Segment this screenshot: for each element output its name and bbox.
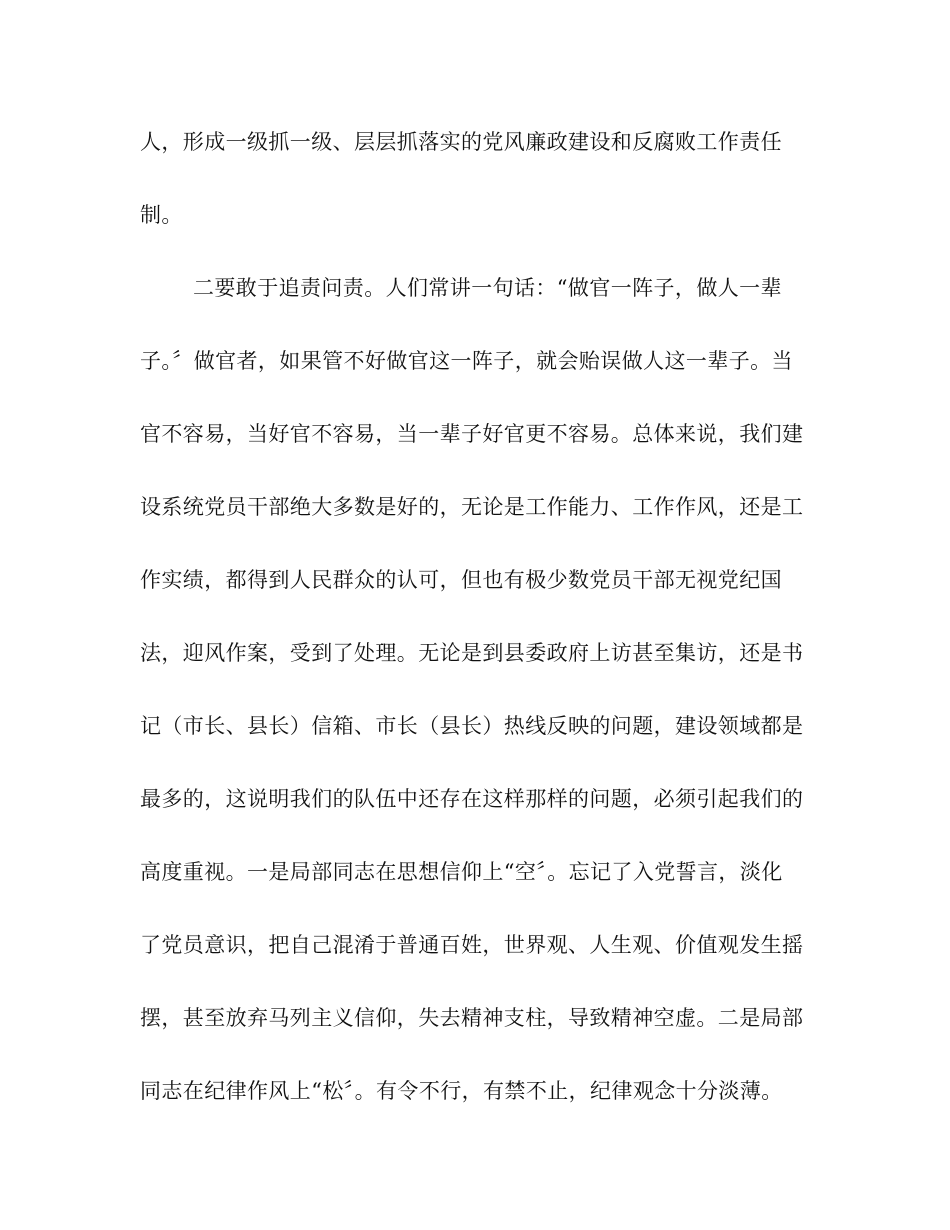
text-line-7: 作实绩，都得到人民群众的认可，但也有极少数党员干部无视党纪国 [140, 568, 782, 592]
text-line-2: 制。 [140, 203, 183, 227]
text-line-6: 设系统党员干部绝大多数是好的，无论是工作能力、工作作风，还是工 [140, 495, 804, 519]
text-line-10: 最多的，这说明我们的队伍中还存在这样那样的问题，必须引起我们的 [140, 787, 804, 811]
text-line-13: 摆，甚至放弃马列主义信仰，失去精神支柱，导致精神空虚。二是局部 [140, 1006, 804, 1030]
text-line-5: 官不容易，当好官不容易，当一辈子好官更不容易。总体来说，我们建 [140, 422, 804, 446]
text-line-4: 子。〞做官者，如果管不好做官这一阵子，就会贻误做人这一辈子。当 [140, 349, 793, 373]
text-line-8: 法，迎风作案，受到了处理。无论是到县委政府上访甚至集访，还是书 [140, 641, 804, 665]
text-line-1: 人，形成一级抓一级、层层抓落实的党风廉政建设和反腐败工作责任 [140, 130, 782, 154]
text-line-14: 同志在纪律作风上“松〞。有令不行，有禁不止，纪律观念十分淡薄。 [140, 1079, 783, 1103]
paragraph-start-line: 二要敢于追责问责。人们常讲一句话：“做官一阵子，做人一辈 [193, 276, 782, 300]
text-line-11: 高度重视。一是局部同志在思想信仰上“空〞。忘记了入党誓言，淡化 [140, 860, 783, 884]
text-line-9: 记（市长、县长）信箱、市长（县长）热线反映的问题，建设领域都是 [140, 714, 804, 738]
text-line-12: 了党员意识，把自己混淆于普通百姓，世界观、人生观、价值观发生摇 [140, 933, 804, 957]
